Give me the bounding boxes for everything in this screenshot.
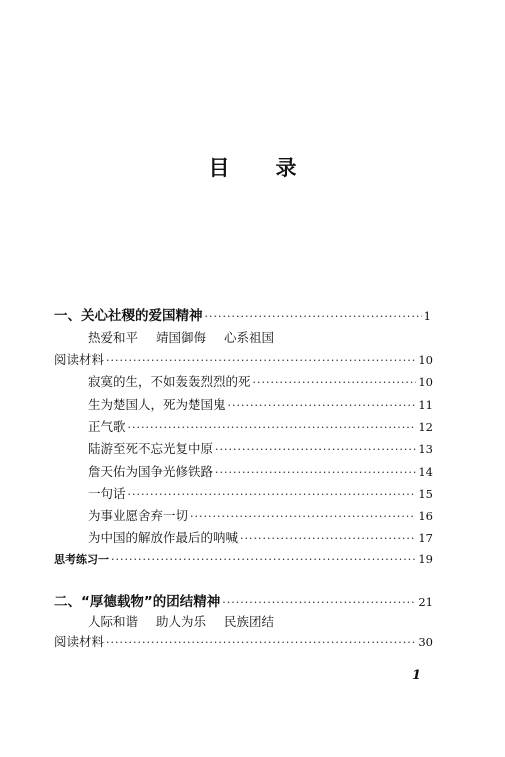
keyword: 民族团结 [224, 614, 275, 629]
keyword: 靖国御侮 [156, 330, 207, 345]
toc-entry-label: 寂寞的生，不如轰轰烈烈的死 [88, 374, 251, 389]
toc-page-number: 21 [418, 595, 433, 609]
leader-dots [106, 633, 416, 653]
leader-dots [215, 440, 416, 460]
section-2-keywords [88, 612, 288, 632]
toc-page-number: 10 [418, 353, 433, 367]
toc-entry-label: 阅读材料 [54, 634, 105, 649]
leader-dots [128, 418, 417, 438]
toc-entry-item[interactable] [88, 528, 433, 548]
leader-dots [222, 593, 416, 613]
toc-entry-exercise-1[interactable] [54, 549, 433, 569]
toc-entry-section-1[interactable] [54, 306, 431, 326]
toc-entry-label: 一、关心社稷的爱国精神 [54, 308, 203, 324]
keyword: 助人为乐 [156, 614, 207, 629]
leader-dots [190, 507, 416, 527]
toc-entry-item[interactable] [88, 506, 433, 526]
toc-entry-item[interactable] [88, 484, 433, 504]
section-1-keywords [88, 328, 288, 348]
leader-dots [106, 351, 416, 371]
page-folio-number: 1 [412, 668, 422, 683]
toc-entry-label: 为事业愿舍弃一切 [88, 508, 189, 523]
toc-entry-label: 为中国的解放作最后的呐喊 [88, 530, 239, 545]
toc-entry-label: 阅读材料 [54, 352, 105, 367]
toc-entry-label: 陆游至死不忘光复中原 [88, 441, 214, 456]
toc-entry-label: 生为楚国人，死为楚国鬼 [88, 397, 226, 412]
keyword: 人际和谐 [88, 614, 139, 629]
leader-dots [253, 373, 417, 393]
toc-page-number: 13 [418, 442, 433, 456]
leader-dots [228, 396, 417, 416]
toc-page-number: 10 [418, 375, 433, 389]
keyword: 热爱和平 [88, 330, 139, 345]
toc-entry-item[interactable] [88, 372, 433, 392]
toc-entry-label: 正气歌 [88, 419, 126, 434]
toc-page-number: 12 [418, 420, 433, 434]
leader-dots [205, 307, 422, 327]
toc-page-number: 19 [418, 552, 433, 566]
toc-page-number: 1 [423, 309, 431, 323]
toc-entry-reading-1[interactable] [54, 350, 433, 370]
toc-entry-label: 二、“厚德载物”的团结精神 [54, 594, 221, 610]
toc-entry-item[interactable] [88, 395, 433, 415]
toc-entry-label: 思考练习一 [54, 553, 109, 566]
toc-page-number: 11 [418, 398, 433, 412]
toc-entry-item[interactable] [88, 439, 433, 459]
toc-page-number: 17 [418, 531, 433, 545]
toc-entry-item[interactable] [88, 462, 433, 482]
toc-entry-item[interactable] [88, 417, 433, 437]
leader-dots [240, 529, 416, 549]
toc-entry-section-2[interactable] [54, 592, 433, 612]
leader-dots [215, 463, 416, 483]
leader-dots [128, 485, 417, 505]
toc-page-number: 16 [418, 509, 433, 523]
toc-page-number: 14 [418, 465, 433, 479]
toc-page-number: 30 [418, 635, 433, 649]
keyword: 心系祖国 [224, 330, 275, 345]
toc-entry-label: 一句话 [88, 486, 126, 501]
title-char-2: 录 [275, 156, 297, 180]
toc-entry-reading-2[interactable] [54, 632, 433, 652]
title-char-1: 目 [208, 156, 230, 180]
page-title [0, 152, 505, 182]
toc-entry-label: 詹天佑为国争光修铁路 [88, 464, 214, 479]
toc-page-number: 15 [418, 487, 433, 501]
leader-dots [111, 550, 416, 570]
